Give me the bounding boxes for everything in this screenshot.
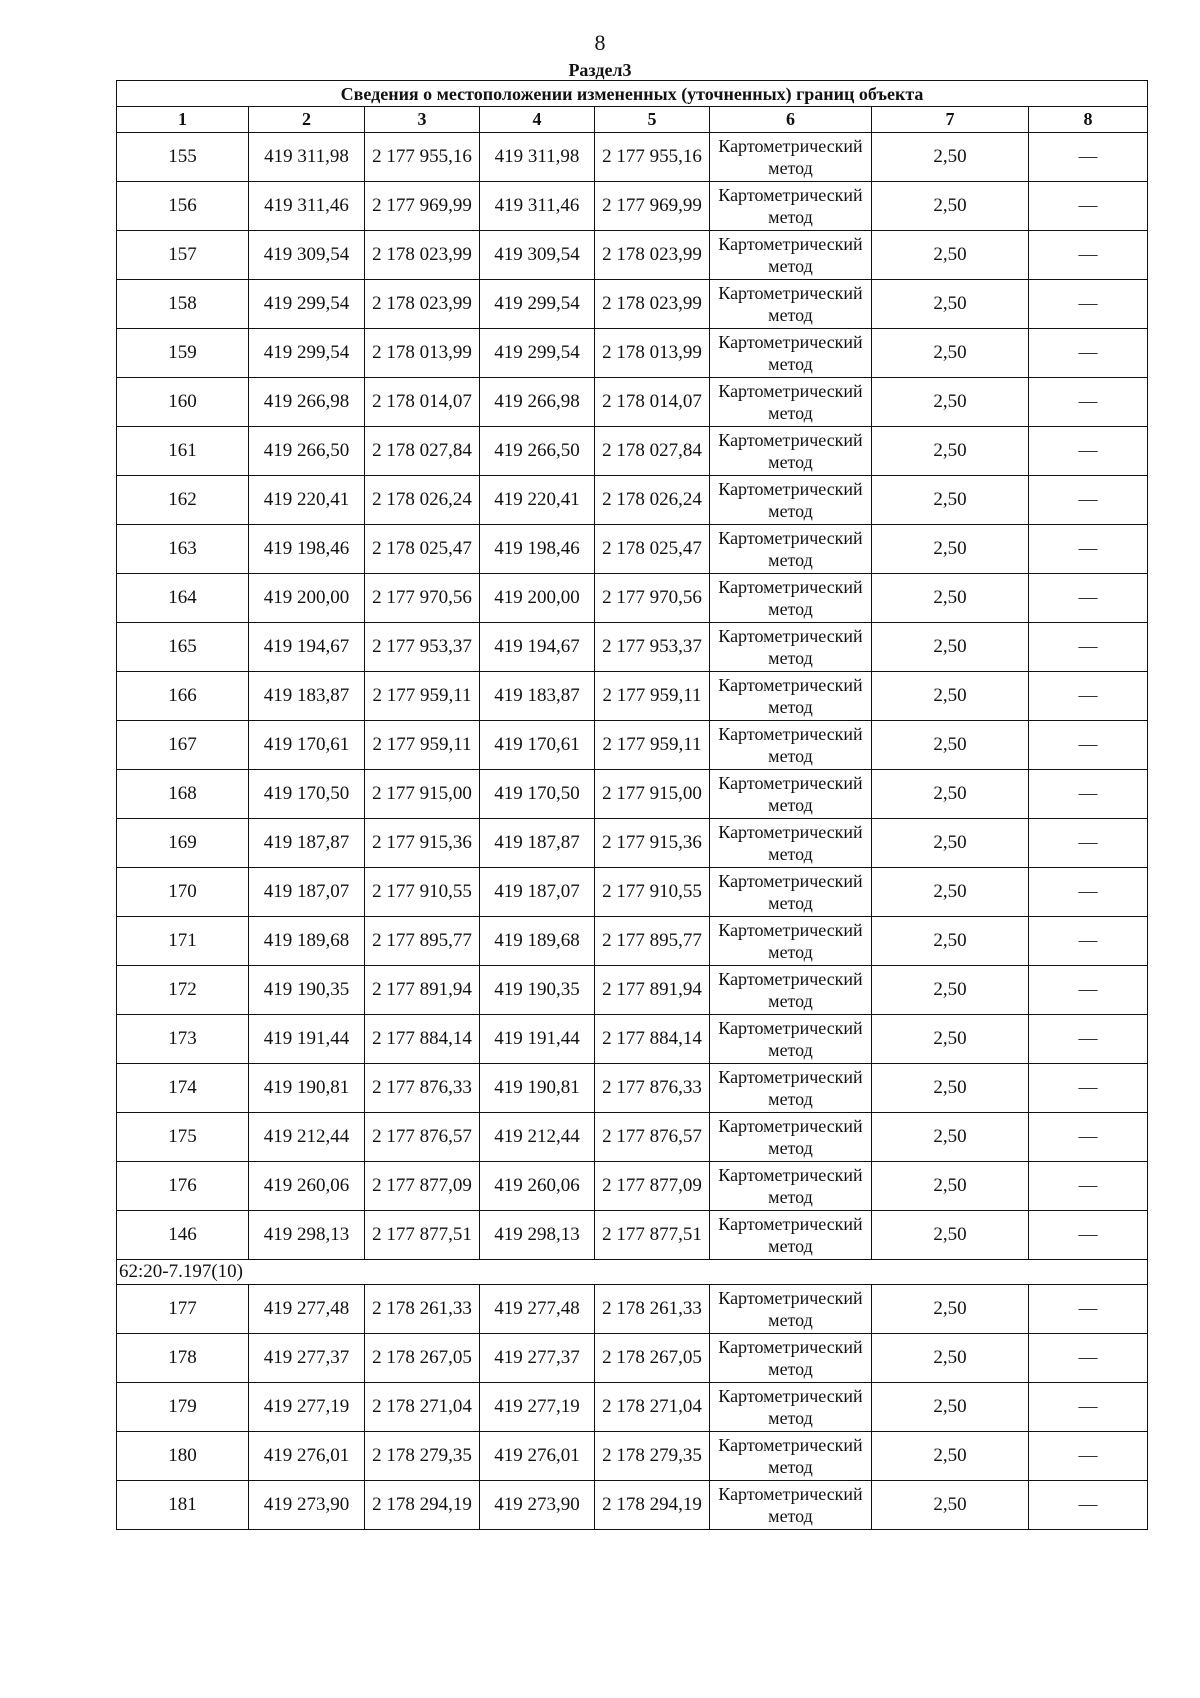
dash-cell: —: [1029, 378, 1148, 427]
accuracy-cell: 2,50: [872, 672, 1029, 721]
x-old-cell: 419 299,54: [249, 329, 365, 378]
y-old-cell: 2 178 261,33: [365, 1285, 480, 1334]
y-new-cell: 2 178 023,99: [595, 231, 710, 280]
method-cell: Картометрический метод: [710, 574, 872, 623]
method-cell: Картометрический метод: [710, 525, 872, 574]
y-new-cell: 2 178 294,19: [595, 1481, 710, 1530]
point-number-cell: 164: [117, 574, 249, 623]
x-new-cell: 419 311,98: [480, 133, 595, 182]
y-new-cell: 2 178 271,04: [595, 1383, 710, 1432]
column-header: 7: [872, 107, 1029, 133]
table-row: [117, 917, 1148, 966]
dash-cell: —: [1029, 623, 1148, 672]
x-old-cell: 419 311,98: [249, 133, 365, 182]
method-cell: Картометрический метод: [710, 427, 872, 476]
x-old-cell: 419 277,37: [249, 1334, 365, 1383]
y-new-cell: 2 177 884,14: [595, 1015, 710, 1064]
y-old-cell: 2 178 027,84: [365, 427, 480, 476]
y-old-cell: 2 178 271,04: [365, 1383, 480, 1432]
y-new-cell: 2 177 969,99: [595, 182, 710, 231]
point-number-cell: 156: [117, 182, 249, 231]
x-new-cell: 419 277,19: [480, 1383, 595, 1432]
accuracy-cell: 2,50: [872, 1481, 1029, 1530]
y-old-cell: 2 178 267,05: [365, 1334, 480, 1383]
y-old-cell: 2 178 025,47: [365, 525, 480, 574]
y-old-cell: 2 178 026,24: [365, 476, 480, 525]
section-title: Раздел3: [568, 60, 632, 80]
x-new-cell: 419 200,00: [480, 574, 595, 623]
x-new-cell: 419 277,48: [480, 1285, 595, 1334]
method-cell: Картометрический метод: [710, 672, 872, 721]
y-old-cell: 2 177 915,00: [365, 770, 480, 819]
point-number-cell: 173: [117, 1015, 249, 1064]
method-cell: Картометрический метод: [710, 182, 872, 231]
point-number-cell: 166: [117, 672, 249, 721]
x-new-cell: 419 190,35: [480, 966, 595, 1015]
dash-cell: —: [1029, 1285, 1148, 1334]
method-cell: Картометрический метод: [710, 133, 872, 182]
dash-cell: —: [1029, 770, 1148, 819]
accuracy-cell: 2,50: [872, 623, 1029, 672]
y-new-cell: 2 177 915,36: [595, 819, 710, 868]
table-body: [117, 133, 1148, 1530]
x-new-cell: 419 187,87: [480, 819, 595, 868]
table-row: [117, 231, 1148, 280]
x-old-cell: 419 198,46: [249, 525, 365, 574]
dash-cell: —: [1029, 1113, 1148, 1162]
dash-cell: —: [1029, 231, 1148, 280]
accuracy-cell: 2,50: [872, 966, 1029, 1015]
dash-cell: —: [1029, 966, 1148, 1015]
x-old-cell: 419 260,06: [249, 1162, 365, 1211]
table-row: [117, 1211, 1148, 1260]
table-row: [117, 1481, 1148, 1530]
x-new-cell: 419 220,41: [480, 476, 595, 525]
y-new-cell: 2 177 895,77: [595, 917, 710, 966]
point-number-cell: 161: [117, 427, 249, 476]
x-old-cell: 419 298,13: [249, 1211, 365, 1260]
x-new-cell: 419 311,46: [480, 182, 595, 231]
method-cell: Картометрический метод: [710, 1015, 872, 1064]
method-cell: Картометрический метод: [710, 1285, 872, 1334]
method-cell: Картометрический метод: [710, 770, 872, 819]
x-new-cell: 419 190,81: [480, 1064, 595, 1113]
y-old-cell: 2 178 013,99: [365, 329, 480, 378]
dash-cell: —: [1029, 1211, 1148, 1260]
x-old-cell: 419 273,90: [249, 1481, 365, 1530]
table-row: [117, 329, 1148, 378]
x-old-cell: 419 190,81: [249, 1064, 365, 1113]
x-old-cell: 419 194,67: [249, 623, 365, 672]
dash-cell: —: [1029, 133, 1148, 182]
x-old-cell: 419 191,44: [249, 1015, 365, 1064]
y-new-cell: 2 177 959,11: [595, 672, 710, 721]
x-new-cell: 419 299,54: [480, 329, 595, 378]
accuracy-cell: 2,50: [872, 819, 1029, 868]
y-new-cell: 2 178 027,84: [595, 427, 710, 476]
point-number-cell: 169: [117, 819, 249, 868]
point-number-cell: 179: [117, 1383, 249, 1432]
table-row: [117, 1064, 1148, 1113]
table-row: [117, 280, 1148, 329]
accuracy-cell: 2,50: [872, 525, 1029, 574]
y-old-cell: 2 177 915,36: [365, 819, 480, 868]
accuracy-cell: 2,50: [872, 1432, 1029, 1481]
x-old-cell: 419 190,35: [249, 966, 365, 1015]
y-new-cell: 2 178 279,35: [595, 1432, 710, 1481]
group-label: 62:20-7.197(10): [117, 1260, 1148, 1285]
accuracy-cell: 2,50: [872, 1015, 1029, 1064]
dash-cell: —: [1029, 1015, 1148, 1064]
accuracy-cell: 2,50: [872, 868, 1029, 917]
point-number-cell: 146: [117, 1211, 249, 1260]
table-row: [117, 721, 1148, 770]
column-header: 5: [595, 107, 710, 133]
y-old-cell: 2 177 969,99: [365, 182, 480, 231]
y-new-cell: 2 177 915,00: [595, 770, 710, 819]
point-number-cell: 162: [117, 476, 249, 525]
x-new-cell: 419 266,50: [480, 427, 595, 476]
x-new-cell: 419 194,67: [480, 623, 595, 672]
point-number-cell: 160: [117, 378, 249, 427]
point-number-cell: 175: [117, 1113, 249, 1162]
x-new-cell: 419 276,01: [480, 1432, 595, 1481]
y-old-cell: 2 177 953,37: [365, 623, 480, 672]
dash-cell: —: [1029, 476, 1148, 525]
method-cell: Картометрический метод: [710, 868, 872, 917]
accuracy-cell: 2,50: [872, 917, 1029, 966]
point-number-cell: 181: [117, 1481, 249, 1530]
y-old-cell: 2 177 884,14: [365, 1015, 480, 1064]
table-row: [117, 672, 1148, 721]
point-number-cell: 168: [117, 770, 249, 819]
dash-cell: —: [1029, 1162, 1148, 1211]
y-old-cell: 2 177 877,51: [365, 1211, 480, 1260]
method-cell: Картометрический метод: [710, 378, 872, 427]
x-old-cell: 419 170,61: [249, 721, 365, 770]
y-old-cell: 2 177 876,33: [365, 1064, 480, 1113]
x-old-cell: 419 212,44: [249, 1113, 365, 1162]
accuracy-cell: 2,50: [872, 280, 1029, 329]
dash-cell: —: [1029, 574, 1148, 623]
x-old-cell: 419 187,07: [249, 868, 365, 917]
point-number-cell: 177: [117, 1285, 249, 1334]
method-cell: Картометрический метод: [710, 231, 872, 280]
accuracy-cell: 2,50: [872, 1162, 1029, 1211]
dash-cell: —: [1029, 1334, 1148, 1383]
y-old-cell: 2 178 014,07: [365, 378, 480, 427]
accuracy-cell: 2,50: [872, 231, 1029, 280]
accuracy-cell: 2,50: [872, 182, 1029, 231]
y-old-cell: 2 177 955,16: [365, 133, 480, 182]
y-new-cell: 2 177 955,16: [595, 133, 710, 182]
x-new-cell: 419 170,61: [480, 721, 595, 770]
accuracy-cell: 2,50: [872, 133, 1029, 182]
y-old-cell: 2 178 023,99: [365, 280, 480, 329]
y-new-cell: 2 178 014,07: [595, 378, 710, 427]
table-row: [117, 525, 1148, 574]
x-old-cell: 419 183,87: [249, 672, 365, 721]
table-row: [117, 476, 1148, 525]
y-new-cell: 2 178 025,47: [595, 525, 710, 574]
method-cell: Картометрический метод: [710, 917, 872, 966]
table-row: [117, 623, 1148, 672]
x-new-cell: 419 183,87: [480, 672, 595, 721]
method-cell: Картометрический метод: [710, 280, 872, 329]
point-number-cell: 163: [117, 525, 249, 574]
x-old-cell: 419 189,68: [249, 917, 365, 966]
method-cell: Картометрический метод: [710, 1162, 872, 1211]
accuracy-cell: 2,50: [872, 770, 1029, 819]
dash-cell: —: [1029, 721, 1148, 770]
y-new-cell: 2 177 876,33: [595, 1064, 710, 1113]
y-old-cell: 2 177 970,56: [365, 574, 480, 623]
x-old-cell: 419 309,54: [249, 231, 365, 280]
column-header: 4: [480, 107, 595, 133]
point-number-cell: 178: [117, 1334, 249, 1383]
accuracy-cell: 2,50: [872, 1064, 1029, 1113]
y-old-cell: 2 177 910,55: [365, 868, 480, 917]
y-new-cell: 2 177 877,51: [595, 1211, 710, 1260]
y-new-cell: 2 177 876,57: [595, 1113, 710, 1162]
point-number-cell: 155: [117, 133, 249, 182]
point-number-cell: 170: [117, 868, 249, 917]
dash-cell: —: [1029, 672, 1148, 721]
point-number-cell: 171: [117, 917, 249, 966]
method-cell: Картометрический метод: [710, 1383, 872, 1432]
y-old-cell: 2 178 023,99: [365, 231, 480, 280]
accuracy-cell: 2,50: [872, 476, 1029, 525]
y-new-cell: 2 178 023,99: [595, 280, 710, 329]
column-header: 8: [1029, 107, 1148, 133]
x-old-cell: 419 277,19: [249, 1383, 365, 1432]
page-number: 8: [594, 30, 606, 55]
point-number-cell: 165: [117, 623, 249, 672]
accuracy-cell: 2,50: [872, 378, 1029, 427]
method-cell: Картометрический метод: [710, 819, 872, 868]
x-new-cell: 419 198,46: [480, 525, 595, 574]
method-cell: Картометрический метод: [710, 1113, 872, 1162]
y-old-cell: 2 177 876,57: [365, 1113, 480, 1162]
column-header: 2: [249, 107, 365, 133]
x-old-cell: 419 276,01: [249, 1432, 365, 1481]
point-number-cell: 172: [117, 966, 249, 1015]
y-old-cell: 2 178 294,19: [365, 1481, 480, 1530]
x-old-cell: 419 220,41: [249, 476, 365, 525]
y-new-cell: 2 178 267,05: [595, 1334, 710, 1383]
accuracy-cell: 2,50: [872, 1334, 1029, 1383]
column-header: 6: [710, 107, 872, 133]
y-new-cell: 2 177 953,37: [595, 623, 710, 672]
method-cell: Картометрический метод: [710, 1211, 872, 1260]
y-old-cell: 2 177 959,11: [365, 721, 480, 770]
table-title: Сведения о местоположении измененных (уточненных) границ объекта: [117, 81, 1148, 107]
group-row: [117, 1260, 1148, 1285]
dash-cell: —: [1029, 329, 1148, 378]
dash-cell: —: [1029, 280, 1148, 329]
dash-cell: —: [1029, 182, 1148, 231]
x-old-cell: 419 187,87: [249, 819, 365, 868]
y-new-cell: 2 177 910,55: [595, 868, 710, 917]
x-new-cell: 419 187,07: [480, 868, 595, 917]
table-row: [117, 133, 1148, 182]
dash-cell: —: [1029, 1383, 1148, 1432]
dash-cell: —: [1029, 868, 1148, 917]
table-row: [117, 1162, 1148, 1211]
x-new-cell: 419 277,37: [480, 1334, 595, 1383]
x-new-cell: 419 309,54: [480, 231, 595, 280]
x-old-cell: 419 200,00: [249, 574, 365, 623]
column-header: 3: [365, 107, 480, 133]
x-old-cell: 419 266,98: [249, 378, 365, 427]
method-cell: Картометрический метод: [710, 1064, 872, 1113]
table-row: [117, 1432, 1148, 1481]
method-cell: Картометрический метод: [710, 1432, 872, 1481]
method-cell: Картометрический метод: [710, 721, 872, 770]
accuracy-cell: 2,50: [872, 329, 1029, 378]
accuracy-cell: 2,50: [872, 1383, 1029, 1432]
x-new-cell: 419 298,13: [480, 1211, 595, 1260]
x-new-cell: 419 189,68: [480, 917, 595, 966]
point-number-cell: 176: [117, 1162, 249, 1211]
x-new-cell: 419 191,44: [480, 1015, 595, 1064]
table-row: [117, 1334, 1148, 1383]
table-row: [117, 770, 1148, 819]
table-row: [117, 182, 1148, 231]
accuracy-cell: 2,50: [872, 1113, 1029, 1162]
accuracy-cell: 2,50: [872, 427, 1029, 476]
dash-cell: —: [1029, 525, 1148, 574]
method-cell: Картометрический метод: [710, 966, 872, 1015]
point-number-cell: 174: [117, 1064, 249, 1113]
dash-cell: —: [1029, 1432, 1148, 1481]
accuracy-cell: 2,50: [872, 1211, 1029, 1260]
y-new-cell: 2 177 891,94: [595, 966, 710, 1015]
dash-cell: —: [1029, 1064, 1148, 1113]
x-old-cell: 419 311,46: [249, 182, 365, 231]
y-new-cell: 2 177 970,56: [595, 574, 710, 623]
point-number-cell: 158: [117, 280, 249, 329]
point-number-cell: 159: [117, 329, 249, 378]
table-row: [117, 427, 1148, 476]
y-old-cell: 2 178 279,35: [365, 1432, 480, 1481]
y-new-cell: 2 178 026,24: [595, 476, 710, 525]
dash-cell: —: [1029, 427, 1148, 476]
x-new-cell: 419 273,90: [480, 1481, 595, 1530]
method-cell: Картометрический метод: [710, 623, 872, 672]
column-header-row: [117, 107, 1148, 133]
x-old-cell: 419 299,54: [249, 280, 365, 329]
column-header: 1: [117, 107, 249, 133]
accuracy-cell: 2,50: [872, 721, 1029, 770]
table-row: [117, 1015, 1148, 1064]
x-old-cell: 419 170,50: [249, 770, 365, 819]
x-new-cell: 419 260,06: [480, 1162, 595, 1211]
y-new-cell: 2 178 013,99: [595, 329, 710, 378]
y-new-cell: 2 177 877,09: [595, 1162, 710, 1211]
x-old-cell: 419 277,48: [249, 1285, 365, 1334]
method-cell: Картометрический метод: [710, 329, 872, 378]
method-cell: Картометрический метод: [710, 1334, 872, 1383]
point-number-cell: 180: [117, 1432, 249, 1481]
y-new-cell: 2 178 261,33: [595, 1285, 710, 1334]
coordinates-table: [116, 80, 1148, 1530]
table-row: [117, 574, 1148, 623]
x-new-cell: 419 212,44: [480, 1113, 595, 1162]
x-new-cell: 419 170,50: [480, 770, 595, 819]
dash-cell: —: [1029, 917, 1148, 966]
y-new-cell: 2 177 959,11: [595, 721, 710, 770]
y-old-cell: 2 177 877,09: [365, 1162, 480, 1211]
x-new-cell: 419 299,54: [480, 280, 595, 329]
accuracy-cell: 2,50: [872, 1285, 1029, 1334]
table-row: [117, 868, 1148, 917]
table-row: [117, 1383, 1148, 1432]
table-row: [117, 966, 1148, 1015]
method-cell: Картометрический метод: [710, 476, 872, 525]
y-old-cell: 2 177 891,94: [365, 966, 480, 1015]
y-old-cell: 2 177 895,77: [365, 917, 480, 966]
table-row: [117, 1113, 1148, 1162]
x-new-cell: 419 266,98: [480, 378, 595, 427]
y-old-cell: 2 177 959,11: [365, 672, 480, 721]
x-old-cell: 419 266,50: [249, 427, 365, 476]
table-row: [117, 378, 1148, 427]
dash-cell: —: [1029, 1481, 1148, 1530]
accuracy-cell: 2,50: [872, 574, 1029, 623]
point-number-cell: 167: [117, 721, 249, 770]
method-cell: Картометрический метод: [710, 1481, 872, 1530]
point-number-cell: 157: [117, 231, 249, 280]
dash-cell: —: [1029, 819, 1148, 868]
table-row: [117, 819, 1148, 868]
table-row: [117, 1285, 1148, 1334]
